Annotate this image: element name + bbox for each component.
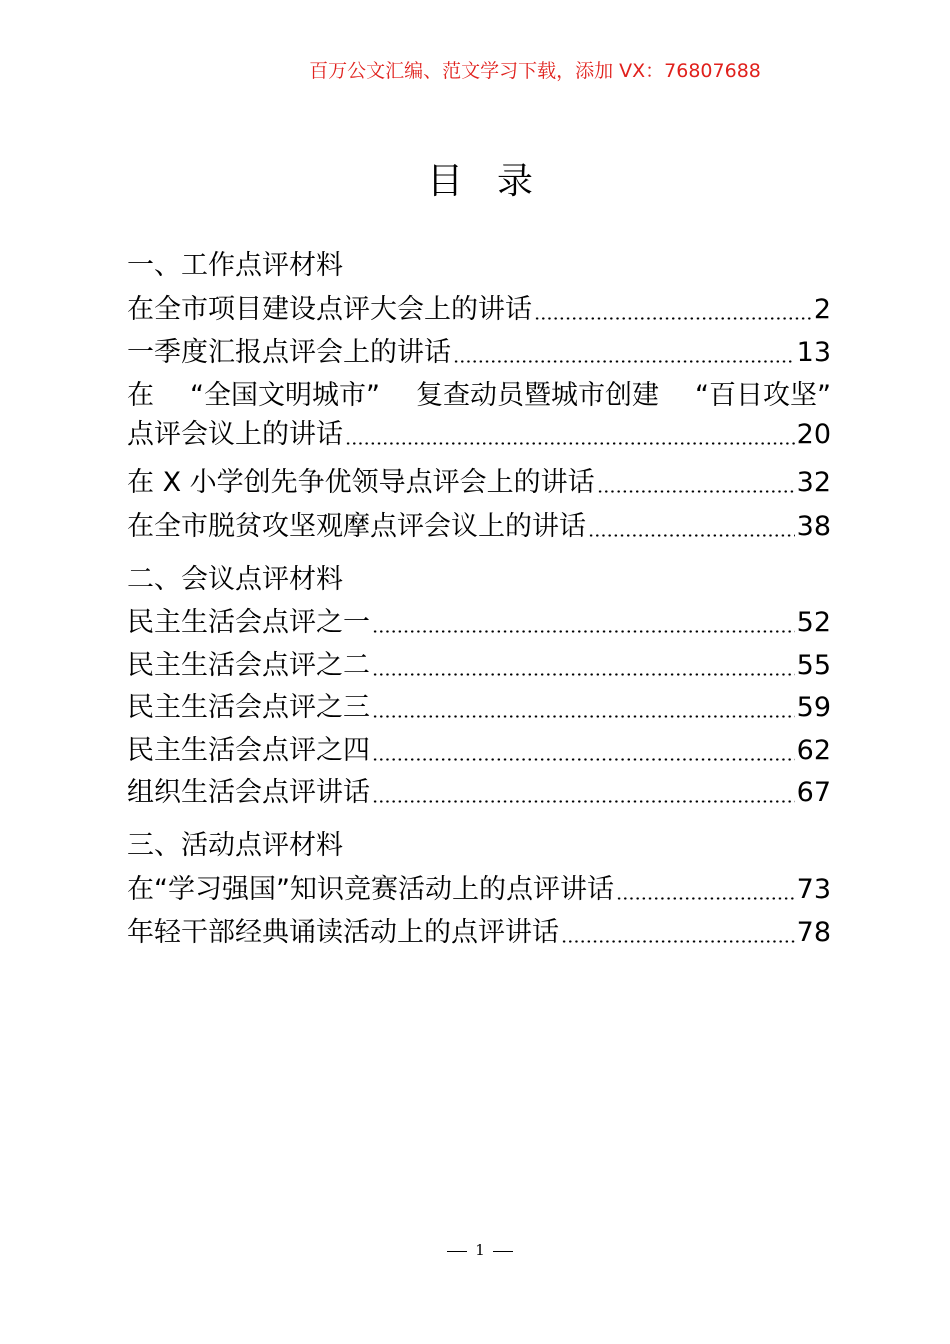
footer-dash-right	[493, 1251, 513, 1252]
toc-entry[interactable]	[127, 292, 831, 328]
section-heading-3: 三、活动点评材料	[127, 830, 343, 861]
toc-entry-page: 59	[796, 692, 831, 723]
toc-entry[interactable]	[127, 335, 831, 371]
toc-entry-page: 32	[796, 467, 831, 498]
toc-entry-title: 一季度汇报点评会上的讲话	[127, 337, 451, 368]
toc-entry-title-part: 复查动员暨城市创建	[415, 380, 659, 411]
dot-leader	[372, 700, 795, 720]
dot-leader	[372, 785, 795, 805]
toc-entry[interactable]	[127, 509, 831, 545]
section-heading-2: 二、会议点评材料	[127, 564, 343, 595]
toc-entry-title: 在 X 小学创先争优领导点评会上的讲话	[127, 467, 595, 498]
dot-leader	[534, 302, 812, 322]
toc-entry-page: 67	[796, 777, 831, 808]
dot-leader	[372, 658, 795, 678]
toc-entry-title: 民主生活会点评之三	[127, 692, 370, 723]
dot-leader	[453, 345, 795, 365]
page-title: 目录	[426, 161, 567, 202]
toc-entry-title: 组织生活会点评讲话	[127, 777, 370, 808]
toc-entry-title-part: “全国文明城市”	[190, 380, 380, 411]
toc-entry-page: 20	[796, 419, 831, 450]
toc-entry-page: 55	[796, 650, 831, 681]
toc-entry[interactable]	[127, 733, 831, 769]
toc-entry-page: 52	[796, 607, 831, 638]
toc-entry-title: 民主生活会点评之四	[127, 735, 370, 766]
toc-entry[interactable]	[127, 872, 831, 908]
dot-leader	[372, 615, 795, 635]
toc-entry-page: 38	[796, 511, 831, 542]
toc-entry-title: 点评会议上的讲话	[127, 419, 343, 450]
footer-dash-left	[447, 1251, 467, 1252]
dot-leader	[616, 882, 795, 902]
toc-entry-title-line2	[127, 417, 831, 453]
toc-entry-title-part: “百日攻坚”	[694, 380, 831, 411]
toc-entry[interactable]	[127, 648, 831, 684]
dot-leader	[345, 427, 795, 447]
toc-entry-title-part: 在	[127, 380, 154, 411]
toc-entry-title: 年轻干部经典诵读活动上的点评讲话	[127, 917, 559, 948]
toc-entry-page: 62	[796, 735, 831, 766]
toc-entry[interactable]	[127, 465, 831, 501]
toc-entry-page: 2	[813, 294, 831, 325]
dot-leader	[588, 519, 795, 539]
toc-entry-page: 73	[796, 874, 831, 905]
toc-entry-title: 在全市项目建设点评大会上的讲话	[127, 294, 532, 325]
toc-entry[interactable]	[127, 775, 831, 811]
header-note: 百万公文汇编、范文学习下载，添加 VX：76807688	[309, 60, 761, 82]
toc-entry-page: 78	[796, 917, 831, 948]
toc-entry-title: 民主生活会点评之二	[127, 650, 370, 681]
page-footer	[0, 1240, 950, 1260]
page-number: 1	[475, 1241, 485, 1259]
toc-entry[interactable]	[127, 378, 831, 453]
dot-leader	[372, 743, 795, 763]
section-heading-1: 一、工作点评材料	[127, 250, 343, 281]
dot-leader	[561, 925, 795, 945]
toc-entry-title: 在“学习强国”知识竞赛活动上的点评讲话	[127, 874, 614, 905]
toc-entry-page: 13	[796, 337, 831, 368]
toc-entry[interactable]	[127, 915, 831, 951]
dot-leader	[597, 475, 795, 495]
toc-entry[interactable]	[127, 605, 831, 641]
toc-entry-title: 民主生活会点评之一	[127, 607, 370, 638]
toc-entry[interactable]	[127, 690, 831, 726]
toc-entry-title: 在全市脱贫攻坚观摩点评会议上的讲话	[127, 511, 586, 542]
toc-entry-title-line1	[127, 378, 831, 414]
table-of-contents	[127, 0, 831, 1344]
